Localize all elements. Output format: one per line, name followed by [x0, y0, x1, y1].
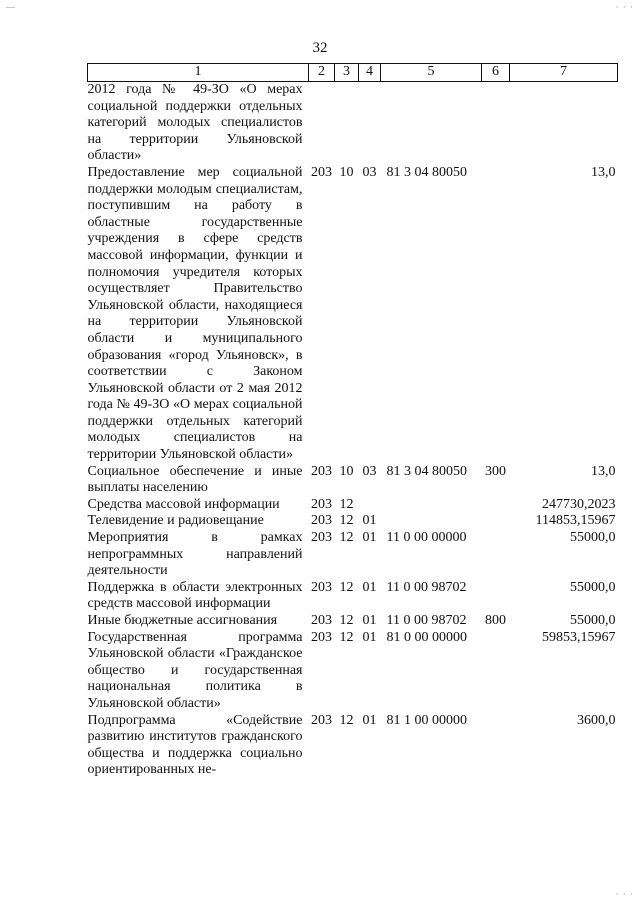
- cell-expense-type: [482, 530, 510, 580]
- budget-table: [87, 63, 618, 779]
- cell-ministry: 203: [311, 164, 332, 180]
- cell-subsection: 01: [362, 629, 377, 645]
- column-header-subsection: 4: [359, 64, 381, 82]
- cell-name: Мероприятия в рамках непрограммных направлений деятельности: [87, 530, 303, 579]
- cell-expense-type: [482, 497, 510, 514]
- cell-expense-type: 800: [485, 613, 506, 628]
- column-header-name: 1: [88, 64, 309, 82]
- cell-name: Телевидение и радиовещание: [87, 513, 264, 529]
- corner-mark-bottom-right: · · ·: [615, 889, 634, 899]
- cell-subsection: 03: [362, 164, 377, 180]
- cell-name: Предоставление мер социальной поддержки молодым специалистам, поступившим на работу в областные государственные учреждения в сфере средств массовой информации, функции и полномочия учредителя которых осуществляет Правительство Ульяновской области, находящиеся на территории Ульяновской области и муниципального образования «город Ульяновск», в соответствии с Законом Ульяновской области от 2 мая 2012 года № 49-ЗО «О мерах социальной поддержки отдельных категорий молодых специалистов на территории Ульяновской области»: [87, 164, 303, 463]
- cell-name: Поддержка в области электронных средств массовой информации: [87, 579, 303, 612]
- cell-subsection: [359, 82, 381, 165]
- cell-amount: [510, 82, 618, 165]
- cell-target: 81 0 00 00000: [386, 629, 467, 645]
- cell-expense-type: [482, 580, 510, 613]
- column-header-target: 5: [381, 64, 482, 82]
- column-header-amount: 7: [510, 64, 618, 82]
- cell-name: 2012 года № 49-ЗО «О мерах социальной поддержки отдельных категорий молодых специалистов на территории Ульяновской области»: [87, 82, 303, 164]
- table-row: [88, 464, 618, 497]
- cell-amount: 13,0: [591, 164, 616, 180]
- cell-ministry: 203: [311, 613, 332, 628]
- cell-target: 11 0 00 98702: [386, 579, 467, 595]
- cell-expense-type: [482, 82, 510, 165]
- table-row: [88, 513, 618, 530]
- cell-subsection: 03: [362, 463, 377, 479]
- cell-ministry: 203: [311, 530, 332, 546]
- cell-ministry: 203: [311, 712, 332, 728]
- cell-subsection: 01: [362, 712, 377, 728]
- cell-target: [381, 513, 482, 530]
- cell-subsection: 01: [362, 513, 377, 529]
- table-row: [88, 630, 618, 713]
- cell-name: Иные бюджетные ассигнования: [87, 613, 278, 628]
- corner-mark-top-right: · · ·: [615, 2, 634, 12]
- cell-ministry: [309, 82, 335, 165]
- column-header-section: 3: [335, 64, 359, 82]
- cell-section: 12: [339, 629, 354, 645]
- cell-subsection: 01: [362, 530, 377, 546]
- cell-expense-type: [482, 630, 510, 713]
- cell-target: 11 0 00 98702: [386, 613, 467, 628]
- cell-amount: 247730,2023: [542, 496, 616, 512]
- table-row: [88, 530, 618, 580]
- cell-name: Государственная программа Ульяновской области «Гражданское общество и государственная национальная политика в Ульяновской области»: [87, 629, 303, 711]
- cell-expense-type: 300: [485, 463, 506, 479]
- cell-amount: 55000,0: [570, 613, 616, 628]
- corner-mark-top-left: —: [6, 2, 16, 12]
- cell-amount: 3600,0: [577, 712, 616, 728]
- cell-expense-type: [482, 165, 510, 464]
- cell-subsection: 01: [362, 613, 377, 628]
- cell-amount: 59853,15967: [542, 629, 616, 645]
- cell-target: 81 3 04 80050: [386, 164, 467, 180]
- cell-section: [335, 82, 359, 165]
- cell-name: Средства массовой информации: [87, 496, 280, 512]
- cell-ministry: 203: [311, 629, 332, 645]
- table-row: [88, 82, 618, 165]
- cell-expense-type: [482, 713, 510, 779]
- column-header-ministry: 2: [309, 64, 335, 82]
- cell-name: Социальное обеспечение и иные выплаты населению: [87, 463, 303, 496]
- cell-target: 81 3 04 80050: [386, 463, 467, 479]
- table-row: [88, 613, 618, 630]
- cell-section: 12: [339, 712, 354, 728]
- table-row: [88, 580, 618, 613]
- table-row: [88, 497, 618, 514]
- cell-section: 10: [339, 463, 354, 479]
- cell-ministry: 203: [311, 496, 332, 512]
- cell-section: 12: [339, 613, 354, 628]
- cell-amount: 114853,15967: [535, 513, 616, 529]
- cell-expense-type: [482, 513, 510, 530]
- cell-amount: 55000,0: [570, 530, 616, 546]
- cell-ministry: 203: [311, 579, 332, 595]
- table-row: [88, 165, 618, 464]
- cell-target: 11 0 00 00000: [386, 530, 467, 546]
- cell-amount: 13,0: [591, 463, 616, 479]
- cell-ministry: 203: [311, 513, 332, 529]
- cell-section: 12: [339, 513, 354, 529]
- cell-target: [381, 497, 482, 514]
- cell-subsection: [359, 497, 381, 514]
- cell-section: 10: [339, 164, 354, 180]
- cell-section: 12: [339, 579, 354, 595]
- column-header-expense-type: 6: [482, 64, 510, 82]
- cell-ministry: 203: [311, 463, 332, 479]
- table-row: [88, 713, 618, 779]
- cell-target: 81 1 00 00000: [386, 712, 467, 728]
- cell-name: Подпрограмма «Содействие развитию институтов гражданского общества и поддержка социально ориентированных не-: [87, 712, 303, 778]
- cell-amount: 55000,0: [570, 579, 616, 595]
- table-header-row: [88, 64, 618, 82]
- cell-section: 12: [339, 530, 354, 546]
- cell-target: [381, 82, 482, 165]
- cell-section: 12: [339, 496, 354, 512]
- cell-subsection: 01: [362, 579, 377, 595]
- page-number: 32: [312, 40, 328, 56]
